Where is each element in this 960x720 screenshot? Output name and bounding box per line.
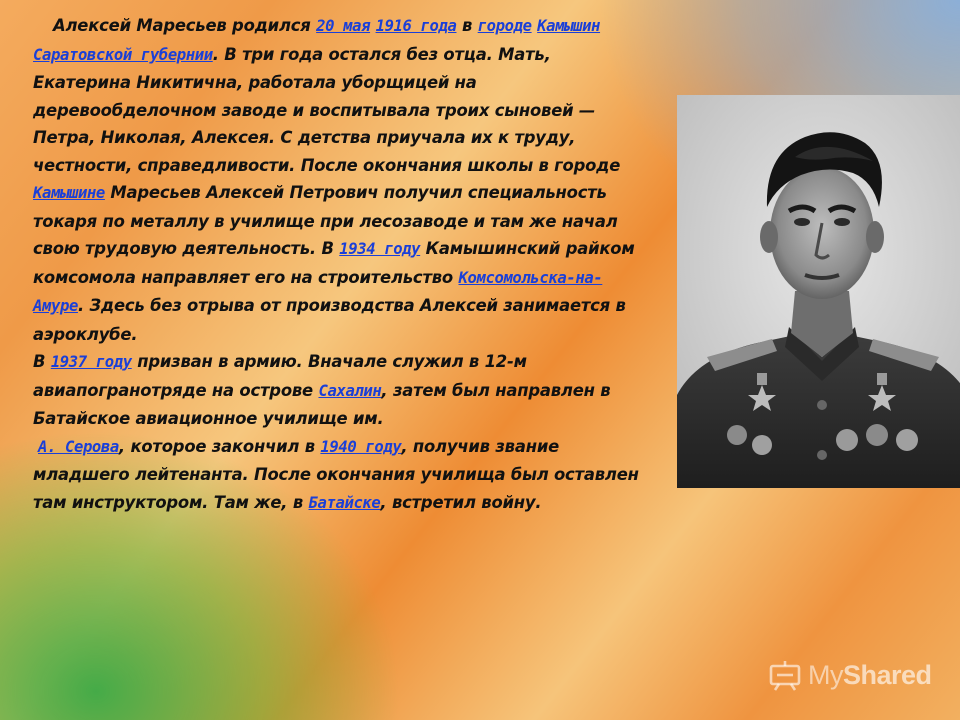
text-segment: Маресьев Алексей Петрович получил специальность токаря по металлу в училище при лесозаводе и там же начал свою трудовую деятельность. В	[33, 183, 618, 258]
portrait-photo	[677, 95, 960, 488]
link-sakhalin[interactable]: Сахалин	[318, 381, 382, 400]
link-20-may[interactable]: 20 мая	[316, 17, 371, 35]
link-gorode[interactable]: городе	[477, 17, 532, 35]
text-segment: в	[456, 16, 478, 35]
watermark-part1: My	[808, 659, 843, 690]
paragraph-3	[33, 433, 653, 518]
watermark-logo	[768, 658, 932, 692]
link-kamyshine[interactable]: Камышине	[33, 184, 105, 202]
link-bataysk[interactable]: Батайске	[308, 493, 381, 512]
projector-icon	[768, 658, 802, 692]
paragraph-2	[33, 348, 653, 433]
text-segment: , затем был направлен в Батайское авиационное училище им.	[33, 380, 611, 428]
text-segment: Алексей Маресьев родился	[53, 16, 317, 35]
text-segment: . В три года остался без отца. Мать, Екатерина Никитична, работала уборщицей на деревообделочном заводе и воспитывала троих сыновей — Петра, Николая, Алексея. С детства приучала их к труду, честности, справедливости. После окончания школы в городе	[33, 44, 621, 175]
link-kamyshin[interactable]: Камышин	[537, 17, 601, 35]
text-segment: В	[33, 352, 51, 371]
text-segment: , встретил войну.	[380, 492, 542, 512]
link-serov[interactable]: А. Серова	[38, 437, 119, 456]
link-saratov-guberniya[interactable]: Саратовской губернии	[33, 45, 213, 64]
link-komsomolsk[interactable]: Комсомольска-на-Амуре	[33, 268, 603, 315]
portrait-illustration	[677, 95, 960, 488]
text-segment: , получив звание младшего лейтенанта. После окончания училища был оставлен там инструктором. Там же, в	[33, 436, 639, 512]
text-segment: , которое закончил в	[118, 436, 321, 456]
text-segment: Камышинский райком комсомола направляет его на строительство	[33, 239, 635, 287]
link-1940[interactable]: 1940 году	[320, 437, 402, 456]
text-segment: . Здесь без отрыва от производства Алексей занимается в аэроклубе.	[33, 296, 626, 344]
link-1934[interactable]: 1934 году	[339, 240, 421, 258]
link-1937[interactable]: 1937 году	[50, 353, 132, 371]
text-segment: призван в армию. Вначале служил в 12-м авиапогранотряде на острове	[33, 352, 527, 400]
watermark-part2: Shared	[843, 659, 932, 690]
link-1916[interactable]: 1916 года	[375, 17, 457, 35]
article-text	[33, 12, 653, 517]
watermark-text	[808, 660, 932, 691]
paragraph-1	[33, 12, 653, 348]
